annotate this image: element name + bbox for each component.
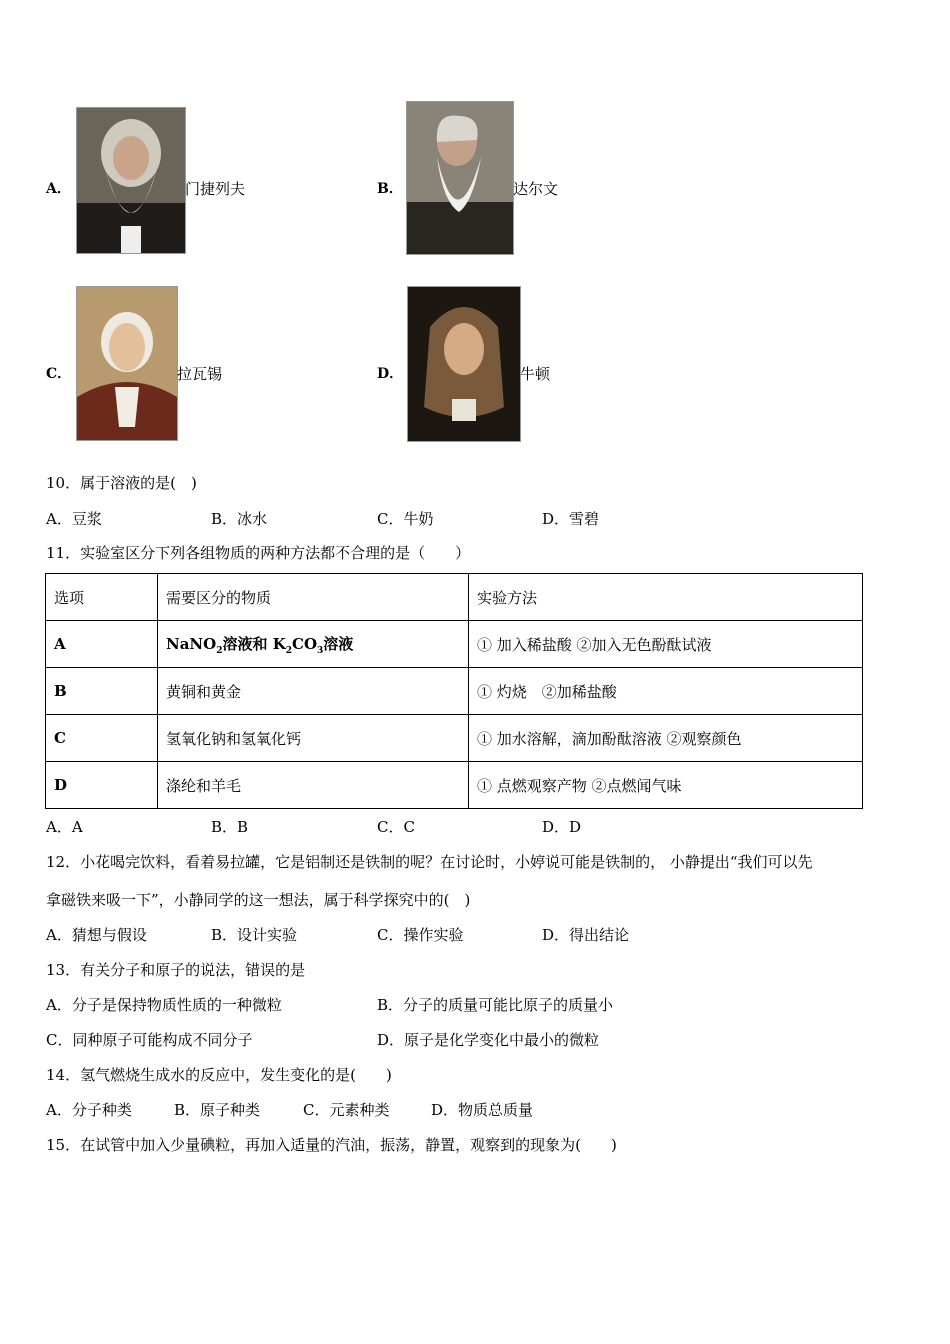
q14-choice-d: D．物质总质量 [431, 1101, 534, 1119]
q13-choice-c: C．同种原子可能构成不同分子 [46, 1031, 253, 1049]
portrait-lavoisier-image [76, 286, 178, 441]
row-substances: 涤纶和羊毛 [158, 762, 469, 809]
row-method: ① 加水溶解，滴加酚酞溶液 ②观察颜色 [469, 715, 863, 762]
portrait-mendeleev-image [76, 107, 186, 254]
q14-choice-b: B．原子种类 [174, 1101, 261, 1119]
row-option: C [46, 715, 158, 762]
q15-stem: 15．在试管中加入少量碘粒，再加入适量的汽油，振荡，静置，观察到的现象为( ) [46, 1136, 617, 1154]
q14-choice-c: C．元素种类 [303, 1101, 390, 1119]
q11-stem: 11．实验室区分下列各组物质的两种方法都不合理的是（ ） [46, 544, 471, 562]
option-d-letter: D． [377, 366, 404, 382]
header-option: 选项 [46, 574, 158, 621]
q10-choice-a: A．豆浆 [46, 510, 102, 528]
q12-choice-b: B．设计实验 [211, 926, 298, 944]
row-method: ① 加入稀盐酸 ②加入无色酚酞试液 [469, 621, 863, 668]
q13-stem: 13．有关分子和原子的说法，错误的是 [46, 961, 306, 979]
q10-choice-d: D．雪碧 [542, 510, 600, 528]
q14-choice-a: A．分子种类 [46, 1101, 132, 1119]
table-header-row [46, 574, 863, 621]
q14-stem: 14．氢气燃烧生成水的反应中，发生变化的是( ) [46, 1066, 392, 1084]
row-method: ① 点燃观察产物 ②点燃闻气味 [469, 762, 863, 809]
q11-choice-d: D．D [542, 818, 582, 836]
q12-choice-a: A．猜想与假设 [46, 926, 147, 944]
option-c-letter: C． [46, 366, 72, 382]
q11-choice-c: C．C [377, 818, 415, 836]
option-c-name: 拉瓦锡 [177, 365, 223, 383]
table-row [46, 668, 863, 715]
q10-choice-c: C．牛奶 [377, 510, 434, 528]
q13-choice-b: B．分子的质量可能比原子的质量小 [377, 996, 614, 1014]
header-substances: 需要区分的物质 [158, 574, 469, 621]
row-option: B [46, 668, 158, 715]
q11-choice-a: A．A [46, 818, 83, 836]
table-row [46, 715, 863, 762]
row-substances: 黄铜和黄金 [158, 668, 469, 715]
q12-stem-line1: 12．小花喝完饮料，看着易拉罐，它是铝制还是铁制的呢？在讨论时，小婷说可能是铁制的， 小静提出“我们可以先 [46, 853, 813, 871]
row-option: D [46, 762, 158, 809]
row-substances: 氢氧化钠和氢氧化钙 [158, 715, 469, 762]
q10-stem: 10．属于溶液的是( ) [46, 474, 197, 492]
q11-table [45, 573, 863, 809]
q12-choice-d: D．得出结论 [542, 926, 630, 944]
portrait-newton-image [407, 286, 521, 442]
portrait-darwin-image [406, 101, 514, 255]
row-substances: NaNO$_2$溶液和 $K_2CO_3$溶液 [158, 621, 469, 668]
q12-stem-line2: 拿磁铁来吸一下”，小静同学的这一想法，属于科学探究中的( ) [46, 891, 471, 909]
q13-choice-d: D．原子是化学变化中最小的微粒 [377, 1031, 600, 1049]
table-row [46, 621, 863, 668]
q12-choice-c: C．操作实验 [377, 926, 464, 944]
header-method: 实验方法 [469, 574, 863, 621]
table-row [46, 762, 863, 809]
option-b-name: 达尔文 [513, 180, 559, 198]
row-option: A [46, 621, 158, 668]
q10-choice-b: B．冰水 [211, 510, 268, 528]
q11-choice-b: B．B [211, 818, 249, 836]
q13-choice-a: A．分子是保持物质性质的一种微粒 [46, 996, 282, 1014]
row-method: ① 灼烧 ②加稀盐酸 [469, 668, 863, 715]
option-d-name: 牛顿 [520, 365, 551, 383]
option-b-letter: B． [377, 181, 403, 197]
option-a-letter: A． [46, 181, 71, 197]
option-a-name: 门捷列夫 [185, 180, 246, 198]
